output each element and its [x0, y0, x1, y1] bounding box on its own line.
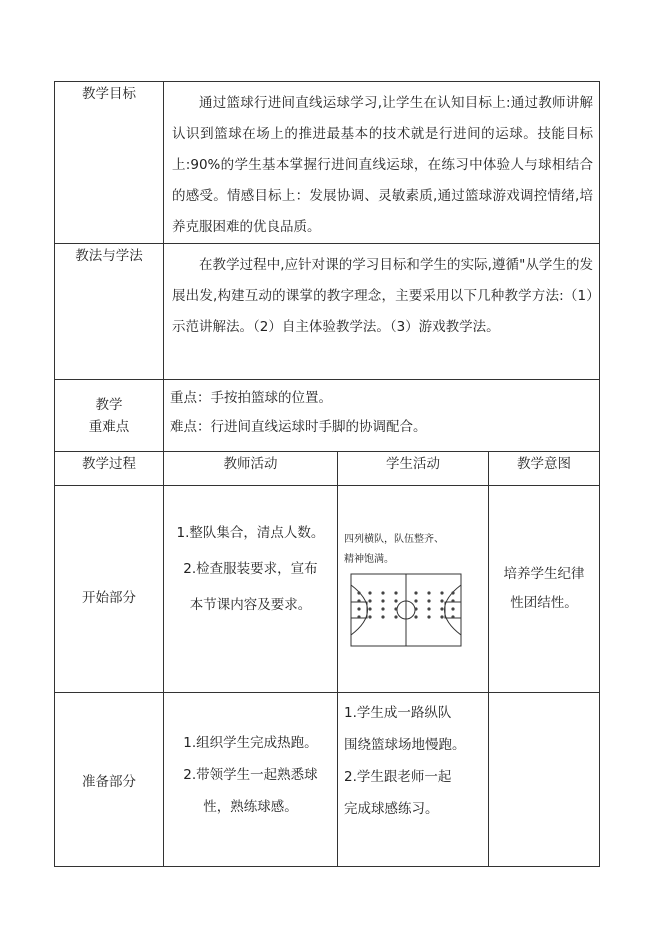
keypoints-content [164, 380, 599, 446]
lesson-plan-table [54, 81, 600, 867]
student-line: 四列横队，队伍整齐、 [344, 534, 444, 545]
methods-label: 教法与学法 [55, 244, 164, 380]
row-goals [55, 82, 600, 244]
student-activity [338, 693, 489, 867]
header-process: 教学过程 [55, 452, 164, 486]
phase-name: 开始部分 [55, 486, 164, 693]
teacher-line: 1.整队集合，清点人数。 [176, 525, 325, 541]
student-line: 精神饱满。 [344, 554, 394, 565]
goals-label: 教学目标 [55, 82, 164, 244]
intent-line: 性团结性。 [510, 595, 578, 611]
student-lines [338, 693, 488, 825]
header-row [55, 452, 600, 486]
student-line: 2.学生跟老师一起 [344, 769, 452, 785]
teacher-line: 本节课内容及要求。 [189, 597, 312, 613]
row-methods [55, 244, 600, 380]
teacher-line: 性，熟练球感。 [203, 798, 298, 815]
teacher-line: 1.组织学生完成热跑。 [183, 734, 318, 751]
teaching-intent [489, 486, 600, 693]
student-line: 完成球感练习。 [344, 801, 439, 817]
header-teacher: 教师活动 [164, 452, 338, 486]
goals-text: 通过篮球行进间直线运球学习,让学生在认知目标上:通过教师讲解认识到篮球在场上的推进最基本的技术就是行进间的运球。技能目标上:90%的学生基本掌握行进间直线运球，在练习中体验人与球相结合的感受。情感目标上：发展协调、灵敏素质,通过篮球游戏调控情绪,培养克服困难的优良品质。 [172, 95, 593, 235]
header-intent: 教学意图 [489, 452, 600, 486]
methods-text: 在教学过程中,应针对课的学习目标和学生的实际,遵循"从学生的发展出发,构建互动的课掌的教字理念，主要采用以下几种教学方法:（1）示范讲解法。（2）自主体验教学法。（3）游戏教学法。 [172, 257, 593, 335]
basketball-court-icon [350, 573, 462, 647]
intent-line: 培养学生纪律 [503, 566, 585, 582]
teacher-line: 2.检查服装要求，宣布 [183, 561, 318, 577]
student-activity [338, 486, 489, 693]
row-phase-prep [55, 693, 600, 867]
keypoints-label-line2: 重难点 [88, 418, 130, 435]
row-keypoints [55, 380, 600, 452]
key-point: 重点：手按拍篮球的位置。 [170, 390, 332, 406]
student-line: 围绕篮球场地慢跑。 [344, 737, 466, 753]
teacher-activity [164, 486, 338, 693]
teacher-activity [164, 693, 338, 867]
phase-name: 准备部分 [55, 693, 164, 867]
keypoints-label-line1: 教学 [95, 396, 123, 413]
row-phase-start [55, 486, 600, 693]
header-student: 学生活动 [338, 452, 489, 486]
teacher-line: 2.带领学生一起熟悉球 [183, 766, 318, 783]
teaching-intent [489, 693, 600, 867]
difficult-point: 难点：行进间直线运球时手脚的协调配合。 [170, 419, 427, 435]
keypoints-label [55, 380, 164, 452]
student-line: 1.学生成一路纵队 [344, 705, 452, 721]
